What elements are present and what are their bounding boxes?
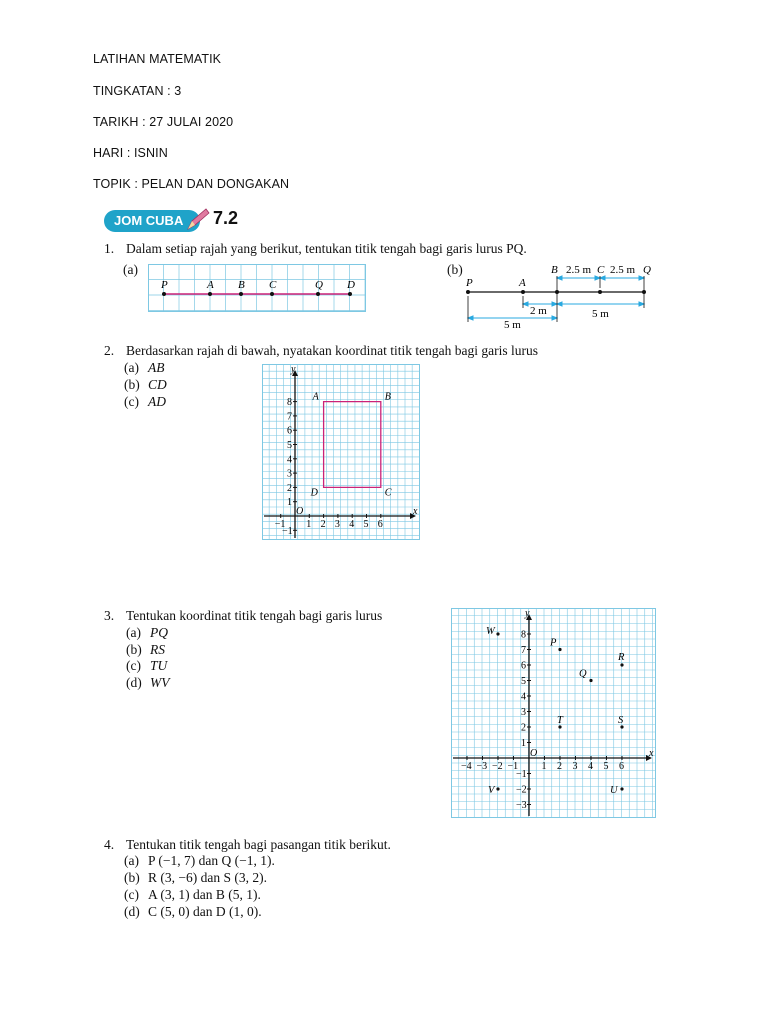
point-label-b: B [384, 391, 391, 403]
q3-option-b: (b) RS [126, 642, 165, 657]
y-tick-label: 6 [521, 660, 526, 672]
question-4 [104, 837, 391, 853]
x-tick-label: 2 [320, 519, 326, 530]
point-q [589, 679, 592, 682]
y-tick-label: −2 [516, 784, 527, 796]
q3-option-a: (a) PQ [126, 625, 168, 640]
q3-coordinate-graph [451, 608, 656, 818]
x-axis-label: x [413, 506, 418, 517]
question-3 [104, 608, 382, 624]
rectangle-abcd [324, 402, 381, 488]
q2-option-c: (c) AD [124, 394, 166, 409]
q1a-point-q [316, 292, 320, 296]
q1a-grid [148, 264, 366, 312]
q2-coordinate-graph [262, 364, 420, 540]
q1b-label-q: Q [643, 264, 651, 276]
header-level: TINGKATAN : 3 [93, 84, 182, 98]
x-tick-label: 3 [572, 761, 578, 772]
q1a-point-p [162, 292, 166, 296]
q1a-label-p: P [161, 279, 168, 291]
y-tick-label: 8 [521, 629, 526, 641]
x-axis-label: x [649, 748, 654, 759]
q1b-point-p [466, 290, 470, 294]
q1a-label-q: Q [315, 279, 323, 291]
x-tick-label: 1 [541, 761, 547, 772]
q1a-label-a: A [207, 279, 214, 291]
header-date: TARIKH : 27 JULAI 2020 [93, 115, 234, 129]
x-tick-label: 5 [363, 519, 369, 530]
y-tick-label: 1 [287, 497, 292, 509]
q1-a-label: (a) [123, 262, 138, 277]
q1b-label-c: C [597, 264, 605, 276]
q1a-label-b: B [238, 279, 245, 291]
y-tick-label: 7 [521, 645, 526, 656]
header-topic: TOPIK : PELAN DAN DONGAKAN [93, 177, 290, 191]
q1a-point-a [208, 292, 212, 296]
q4-option-d: (d) C (5, 0) dan D (1, 0). [124, 904, 262, 919]
point-u [620, 787, 623, 790]
point-label-v: V [488, 785, 495, 796]
q1a-point-b [239, 292, 243, 296]
x-tick-label: 6 [377, 519, 383, 530]
x-tick-label: 5 [603, 761, 609, 772]
q2-option-b: (b) CD [124, 377, 167, 392]
point-w [496, 632, 499, 635]
q1b-point-a [521, 290, 525, 294]
point-p [558, 648, 561, 651]
x-tick-label: −4 [461, 761, 472, 772]
header-day: HARI : ISNIN [93, 146, 168, 160]
point-label-s: S [618, 715, 624, 726]
q3-option-d: (d) WV [126, 675, 170, 690]
q1b-dim-left5: 5 m [504, 319, 521, 331]
q1b-dim-right5: 5 m [592, 308, 609, 320]
q3-option-c: (c) TU [126, 658, 168, 673]
y-tick-label: −1 [282, 525, 293, 537]
q4-option-c: (c) A (3, 1) dan B (5, 1). [124, 887, 261, 902]
y-tick-label: 7 [287, 411, 292, 423]
q1a-point-c [270, 292, 274, 296]
pencil-icon [184, 207, 210, 233]
x-tick-label: 4 [349, 519, 355, 530]
point-label-a: A [312, 391, 319, 403]
q1a-label-c: C [269, 279, 277, 291]
origin-label: O [296, 506, 304, 517]
question-4-text: Tentukan titik tengah bagi pasangan titik berikut. [126, 837, 391, 852]
y-tick-label: 1 [521, 738, 526, 749]
y-tick-label: −1 [516, 769, 527, 780]
q1b-dim-cq: 2.5 m [610, 264, 636, 276]
y-tick-label: 3 [521, 707, 526, 718]
point-label-t: T [557, 715, 563, 726]
q1a-diagram [148, 264, 368, 314]
y-tick-label: 5 [521, 676, 526, 687]
point-label-q: Q [579, 668, 587, 680]
question-3-num: 3. [104, 608, 115, 623]
question-2-num: 2. [104, 343, 115, 358]
x-tick-label: 3 [334, 519, 340, 530]
q1a-label-d: D [347, 279, 355, 291]
y-axis-label: y [525, 608, 530, 619]
x-tick-label: −2 [492, 761, 503, 772]
y-axis-label: y [291, 364, 296, 375]
point-v [496, 787, 499, 790]
x-tick-label: 2 [557, 761, 562, 772]
header-subject: LATIHAN MATEMATIK [93, 52, 222, 66]
x-tick-label: −1 [274, 519, 286, 530]
question-1-num: 1. [104, 241, 115, 256]
y-tick-label: −3 [516, 800, 527, 811]
badge-label: JOM CUBA [104, 210, 200, 232]
y-tick-label: 2 [287, 482, 292, 494]
y-tick-label: 2 [521, 722, 526, 734]
q1a-point-d [348, 292, 352, 296]
y-tick-label: 5 [287, 440, 292, 451]
q1b-label-a: A [519, 277, 526, 289]
question-2 [104, 343, 538, 359]
y-tick-label: 3 [287, 468, 292, 480]
q1b-label-b: B [551, 264, 558, 276]
question-4-num: 4. [104, 837, 115, 852]
x-tick-label: 4 [588, 761, 593, 772]
x-tick-label: 6 [619, 761, 624, 772]
q1-b-label: (b) [447, 262, 463, 277]
question-1 [104, 241, 527, 257]
q4-option-a: (a) P (−1, 7) dan Q (−1, 1). [124, 853, 275, 868]
point-r [620, 663, 623, 666]
x-tick-label: −3 [476, 761, 488, 772]
question-1-text: Dalam setiap rajah yang berikut, tentukan titik tengah bagi garis lurus PQ. [126, 241, 527, 256]
origin-label: O [530, 748, 538, 759]
q4-option-b: (b) R (3, −6) dan S (3, 2). [124, 870, 267, 885]
q1b-diagram [460, 262, 660, 332]
x-tick-label: 1 [306, 519, 312, 530]
point-label-c: C [384, 487, 392, 499]
q2-option-a: (a) AB [124, 360, 165, 375]
point-label-w: W [486, 626, 495, 637]
badge-number: 7.2 [213, 208, 239, 228]
x-tick-label: −1 [507, 761, 519, 772]
question-3-text: Tentukan koordinat titik tengah bagi garis lurus [126, 608, 383, 623]
y-tick-label: 8 [287, 397, 292, 409]
point-label-p: P [550, 637, 557, 649]
y-tick-label: 4 [287, 454, 292, 466]
y-tick-label: 6 [287, 425, 292, 437]
q1b-dim-bc: 2.5 m [566, 264, 592, 276]
jom-cuba-badge [104, 207, 208, 233]
point-label-d: D [310, 487, 318, 499]
question-2-text: Berdasarkan rajah di bawah, nyatakan koordinat titik tengah bagi garis lurus [126, 343, 538, 358]
q1b-point-c [598, 290, 602, 294]
y-tick-label: 4 [521, 691, 526, 703]
point-label-r: R [618, 652, 625, 663]
q1b-label-p: P [466, 277, 473, 289]
q1b-dim-a2: 2 m [530, 305, 547, 317]
point-label-u: U [610, 785, 618, 796]
